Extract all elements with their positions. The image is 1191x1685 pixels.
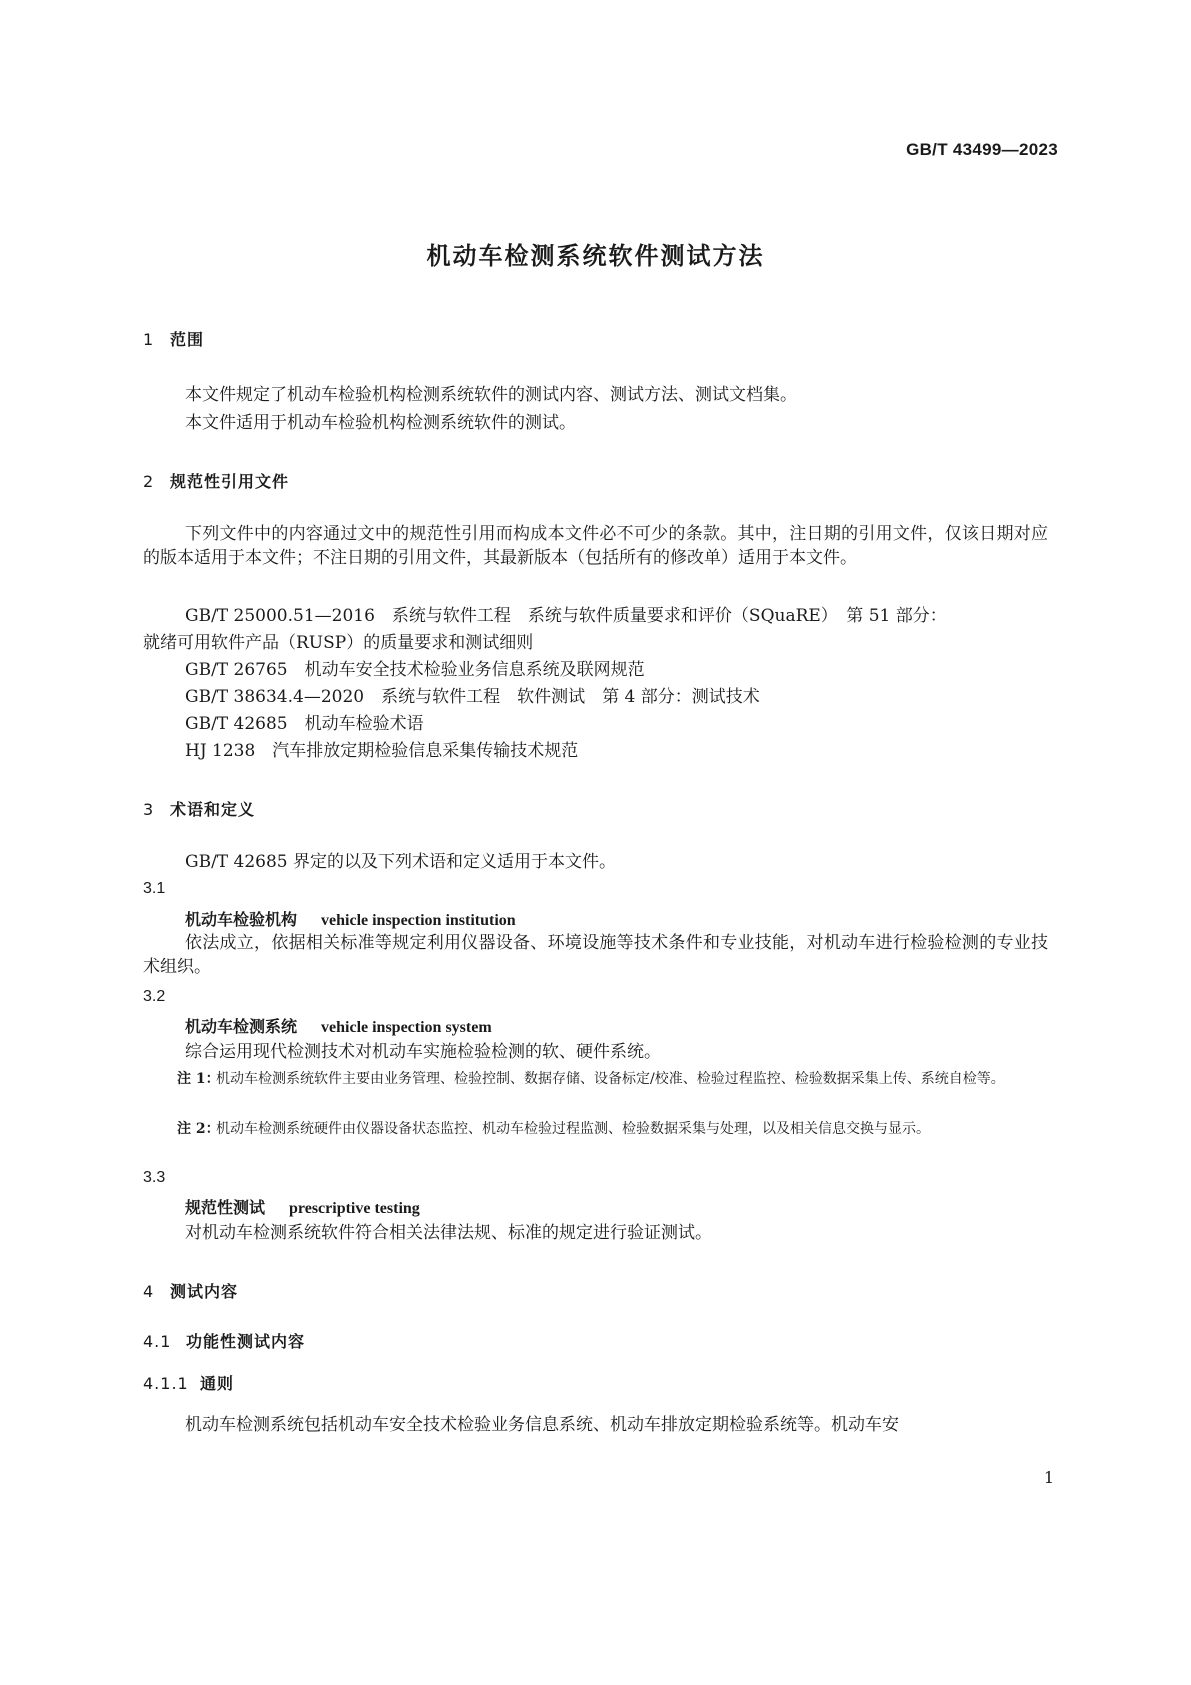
term-english: prescriptive testing [289,1200,420,1217]
section-1-heading [143,327,204,350]
term-chinese: 机动车检测系统 [185,1017,298,1036]
reference-item: GB/T 25000.51—2016 系统与软件工程 系统与软件质量要求和评价（SQuaRE） 第 51 部分： [185,606,947,626]
term-number: 3.1 [143,880,166,897]
general-paragraph: 机动车检测系统包括机动车安全技术检验业务信息系统、机动车排放定期检验系统等。机动车安 [185,1415,899,1435]
term-english: vehicle inspection institution [321,912,516,929]
section-title: 测试内容 [170,1282,239,1301]
note-1 [179,1067,1048,1091]
normative-references-intro: 下列文件中的内容通过文中的规范性引用而构成本文件必不可少的条款。其中，注日期的引用文件，仅该日期对应的版本适用于本文件；不注日期的引用文件，其最新版本（包括所有的修改单）适用于本文件。 [143,524,1048,568]
term-number: 3.3 [143,1169,166,1186]
section-2-heading [143,469,289,492]
subsection-4-1-1-heading [143,1371,234,1394]
reference-item: GB/T 42685 机动车检验术语 [185,714,424,734]
section-number: 1 [143,330,155,349]
section-number: 4.1 [143,1332,172,1351]
note-2 [179,1117,1048,1141]
note-text: 机动车检测系统硬件由仪器设备状态监控、机动车检验过程监测、检验数据采集与处理，以及相关信息交换与显示。 [216,1121,930,1137]
terms-intro: GB/T 42685 界定的以及下列术语和定义适用于本文件。 [185,852,617,872]
section-title: 功能性测试内容 [186,1332,306,1351]
section-4-heading [143,1279,238,1302]
section-title: 通则 [200,1374,235,1393]
subsection-4-1-heading [143,1329,305,1352]
standard-number: GB/T 43499—2023 [906,140,1058,159]
section-number: 4 [143,1282,155,1301]
section-number: 3 [143,800,155,819]
term-definition: 对机动车检测系统软件符合相关法律法规、标准的规定进行验证测试。 [185,1223,712,1243]
term-definition: 依法成立，依据相关标准等规定利用仪器设备、环境设施等技术条件和专业技能，对机动车进行检验检测的专业技术组织。 [143,933,1048,977]
term-entry [185,1014,492,1037]
term-entry [185,1195,420,1218]
reference-item-continuation: 就绪可用软件产品（RUSP）的质量要求和测试细则 [143,633,534,653]
scope-paragraph-2: 本文件适用于机动车检验机构检测系统软件的测试。 [185,413,576,433]
section-number: 4.1.1 [143,1374,189,1393]
section-3-heading [143,797,255,820]
term-entry [185,907,516,930]
term-definition: 综合运用现代检测技术对机动车实施检验检测的软、硬件系统。 [185,1042,661,1062]
term-chinese: 机动车检验机构 [185,910,298,929]
reference-item: GB/T 38634.4—2020 系统与软件工程 软件测试 第 4 部分：测试技术 [185,687,760,707]
reference-item: GB/T 26765 机动车安全技术检验业务信息系统及联网规范 [185,660,645,680]
term-chinese: 规范性测试 [185,1198,266,1217]
note-text: 机动车检测系统软件主要由业务管理、检验控制、数据存储、设备标定/校准、检验过程监控、检验数据采集上传、系统自检等。 [216,1071,1005,1087]
section-title: 规范性引用文件 [170,472,290,491]
document-title: 机动车检测系统软件测试方法 [426,242,765,270]
scope-paragraph-1: 本文件规定了机动车检验机构检测系统软件的测试内容、测试方法、测试文档集。 [185,385,797,405]
section-title: 术语和定义 [170,800,256,819]
reference-item: HJ 1238 汽车排放定期检验信息采集传输技术规范 [185,741,579,761]
note-label: 注 1： [177,1071,220,1087]
section-number: 2 [143,472,155,491]
section-title: 范围 [170,330,205,349]
page-number: 1 [1043,1468,1054,1487]
term-english: vehicle inspection system [321,1019,492,1036]
note-label: 注 2： [177,1121,220,1137]
term-number: 3.2 [143,988,166,1005]
